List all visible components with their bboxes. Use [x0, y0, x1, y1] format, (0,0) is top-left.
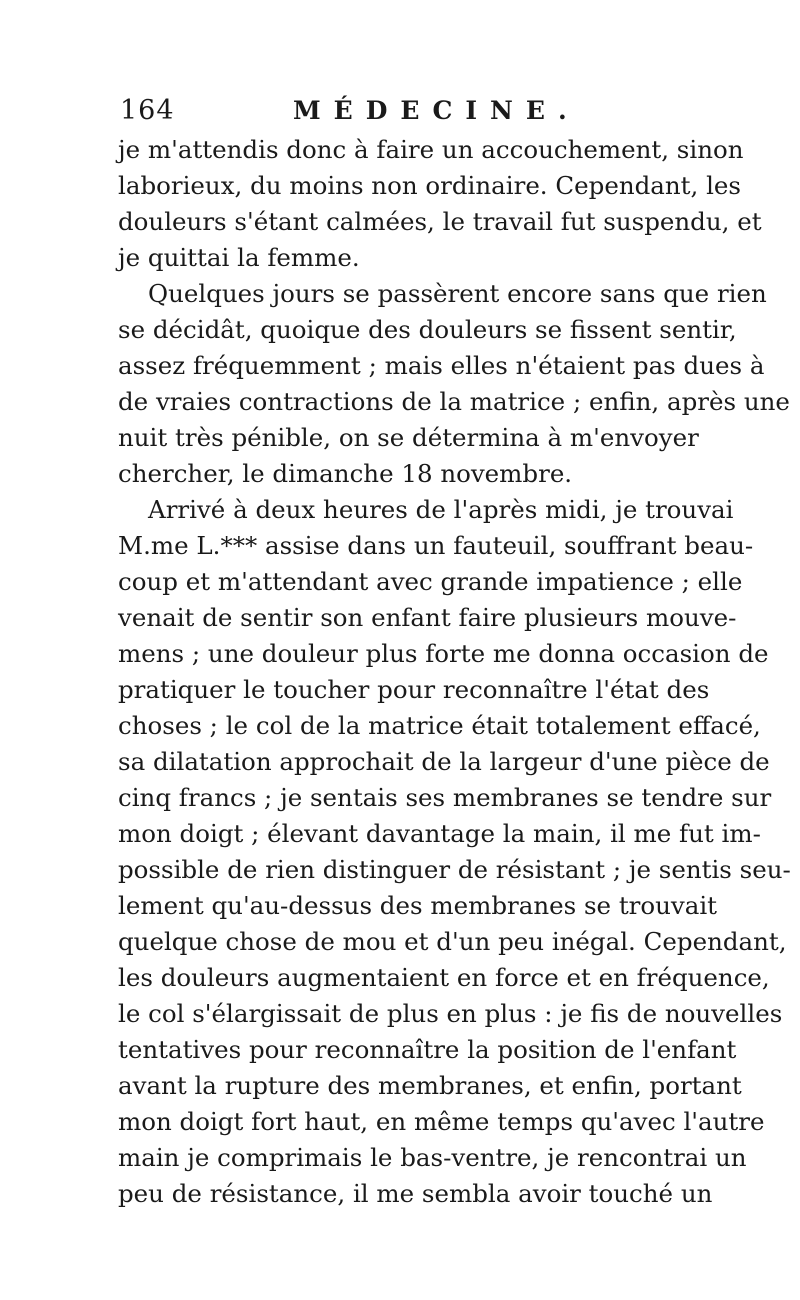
text-line: mon doigt ; élevant davantage la main, il me fut im- [118, 819, 761, 848]
text-line: de vraies contractions de la matrice ; enfin, après une [118, 387, 790, 416]
text-line: je m'attendis donc à faire un accouchement, sinon [118, 135, 744, 164]
text-line: Arrivé à deux heures de l'après midi, je trouvai [148, 495, 734, 524]
text-line: mens ; une douleur plus forte me donna occasion de [118, 639, 769, 668]
text-line: venait de sentir son enfant faire plusieurs mouve- [118, 603, 737, 632]
text-line: avant la rupture des membranes, et enfin, portant [118, 1071, 742, 1100]
text-line: mon doigt fort haut, en même temps qu'avec l'autre [118, 1107, 765, 1136]
text-line: peu de résistance, il me sembla avoir touché un [118, 1179, 713, 1208]
text-line: Quelques jours se passèrent encore sans que rien [148, 279, 767, 308]
text-line: main je comprimais le bas-ventre, je rencontrai un [118, 1143, 747, 1172]
running-head: MÉDECINE. [293, 96, 580, 125]
text-line: cinq francs ; je sentais ses membranes se tendre sur [118, 783, 772, 812]
text-line: nuit très pénible, on se détermina à m'envoyer [118, 423, 699, 452]
text-line: laborieux, du moins non ordinaire. Cependant, les [118, 171, 741, 200]
text-line: choses ; le col de la matrice était totalement effacé, [118, 711, 761, 740]
text-line: lement qu'au-dessus des membranes se trouvait [118, 891, 718, 920]
text-line: assez fréquemment ; mais elles n'étaient pas dues à [118, 351, 765, 380]
text-line: M.me L.*** assise dans un fauteuil, souffrant beau- [118, 531, 754, 560]
text-line: chercher, le dimanche 18 novembre. [118, 459, 573, 488]
text-line: tentatives pour reconnaître la position de l'enfant [118, 1035, 737, 1064]
text-line: je quittai la femme. [118, 243, 360, 272]
text-line: douleurs s'étant calmées, le travail fut suspendu, et [118, 207, 762, 236]
text-line: les douleurs augmentaient en force et en fréquence, [118, 963, 770, 992]
text-line: pratiquer le toucher pour reconnaître l'état des [118, 675, 710, 704]
text-line: possible de rien distinguer de résistant ; je sentis seu- [118, 855, 791, 884]
text-line: sa dilatation approchait de la largeur d'une pièce de [118, 747, 770, 776]
text-line: quelque chose de mou et d'un peu inégal. Cependant, [118, 927, 787, 956]
text-line: coup et m'attendant avec grande impatience ; elle [118, 567, 743, 596]
text-line: le col s'élargissait de plus en plus : je fis de nouvelles [118, 999, 783, 1028]
text-line: se décidât, quoique des douleurs se fissent sentir, [118, 315, 737, 344]
page-number: 164 [120, 95, 175, 126]
